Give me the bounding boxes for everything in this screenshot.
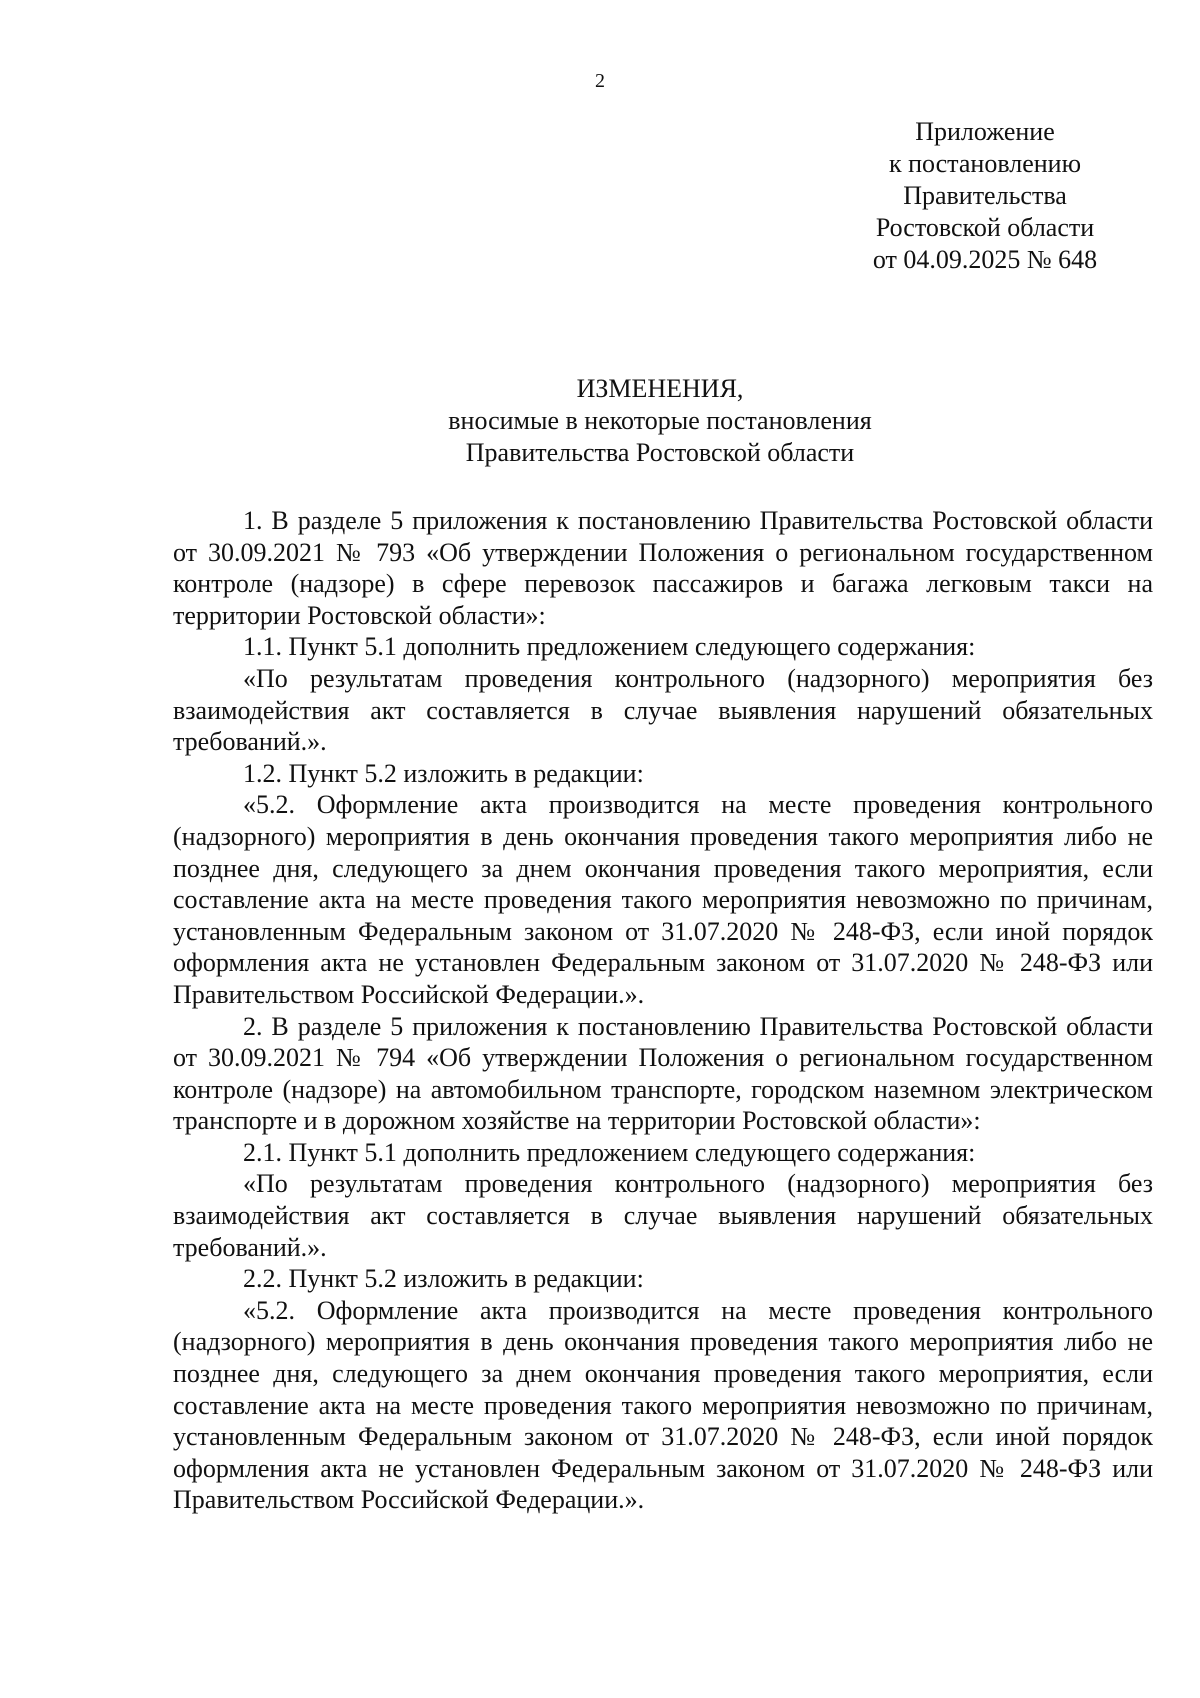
appendix-line: Приложение [915, 117, 1055, 146]
paragraph: «По результатам проведения контрольного (надзорного) мероприятия без взаимодействия акт составляется в случае выявления нарушений обязательных требований.». [173, 663, 1153, 757]
appendix-line: Правительства [903, 181, 1067, 210]
appendix-line: от 04.09.2025 № 648 [872, 245, 1098, 274]
document-subtitle: Правительства Ростовской области [465, 438, 855, 467]
appendix-line: Ростовской области [875, 213, 1095, 242]
paragraph: «5.2. Оформление акта производится на месте проведения контрольного (надзорного) мероприятия в день окончания проведения такого мероприятия либо не позднее дня, следующего за днем окончания проведения такого мероприятия, если составление акта на месте проведения такого мероприятия невозможно по причинам, установленным Федеральным законом от 31.07.2020 № 248-ФЗ, если иной порядок оформления акта не установлен Федеральным законом от 31.07.2020 № 248-ФЗ или Правительством Российской Федерации.». [173, 1295, 1153, 1515]
document-subtitle: вносимые в некоторые постановления [448, 406, 872, 435]
paragraph: 2.2. Пункт 5.2 изложить в редакции: [243, 1264, 644, 1294]
paragraph: 1.2. Пункт 5.2 изложить в редакции: [243, 758, 644, 788]
paragraph: «5.2. Оформление акта производится на месте проведения контрольного (надзорного) мероприятия в день окончания проведения такого мероприятия либо не позднее дня, следующего за днем окончания проведения такого мероприятия, если составление акта на месте проведения такого мероприятия невозможно по причинам, установленным Федеральным законом от 31.07.2020 № 248-ФЗ, если иной порядок оформления акта не установлен Федеральным законом от 31.07.2020 № 248-ФЗ или Правительством Российской Федерации.». [173, 790, 1153, 1009]
page-number: 2 [595, 70, 605, 92]
document-title: ИЗМЕНЕНИЯ, [576, 374, 744, 403]
paragraph: 1. В разделе 5 приложения к постановлению Правительства Ростовской области от 30.09.2021 № 793 «Об утверждении Положения о региональном государственном контроле (надзоре) в сфере перевозок пассажиров и багажа легковым такси на территории Ростовской области»: [173, 506, 1153, 630]
appendix-block [840, 116, 1130, 276]
paragraph: 2. В разделе 5 приложения к постановлению Правительства Ростовской области от 30.09.2021 № 794 «Об утверждении Положения о региональном государственном контроле (надзоре) на автомобильном транспорте, городском наземном электрическом транспорте и в дорожном хозяйстве на территории Ростовской области»: [173, 1011, 1153, 1136]
document-heading [0, 373, 1200, 469]
document-body [173, 505, 1153, 1516]
paragraph: 2.1. Пункт 5.1 дополнить предложением следующего содержания: [243, 1137, 976, 1167]
paragraph: 1.1. Пункт 5.1 дополнить предложением следующего содержания: [243, 632, 976, 662]
paragraph: «По результатам проведения контрольного (надзорного) мероприятия без взаимодействия акт составляется в случае выявления нарушений обязательных требований.». [173, 1169, 1153, 1262]
appendix-line: к постановлению [888, 149, 1082, 178]
